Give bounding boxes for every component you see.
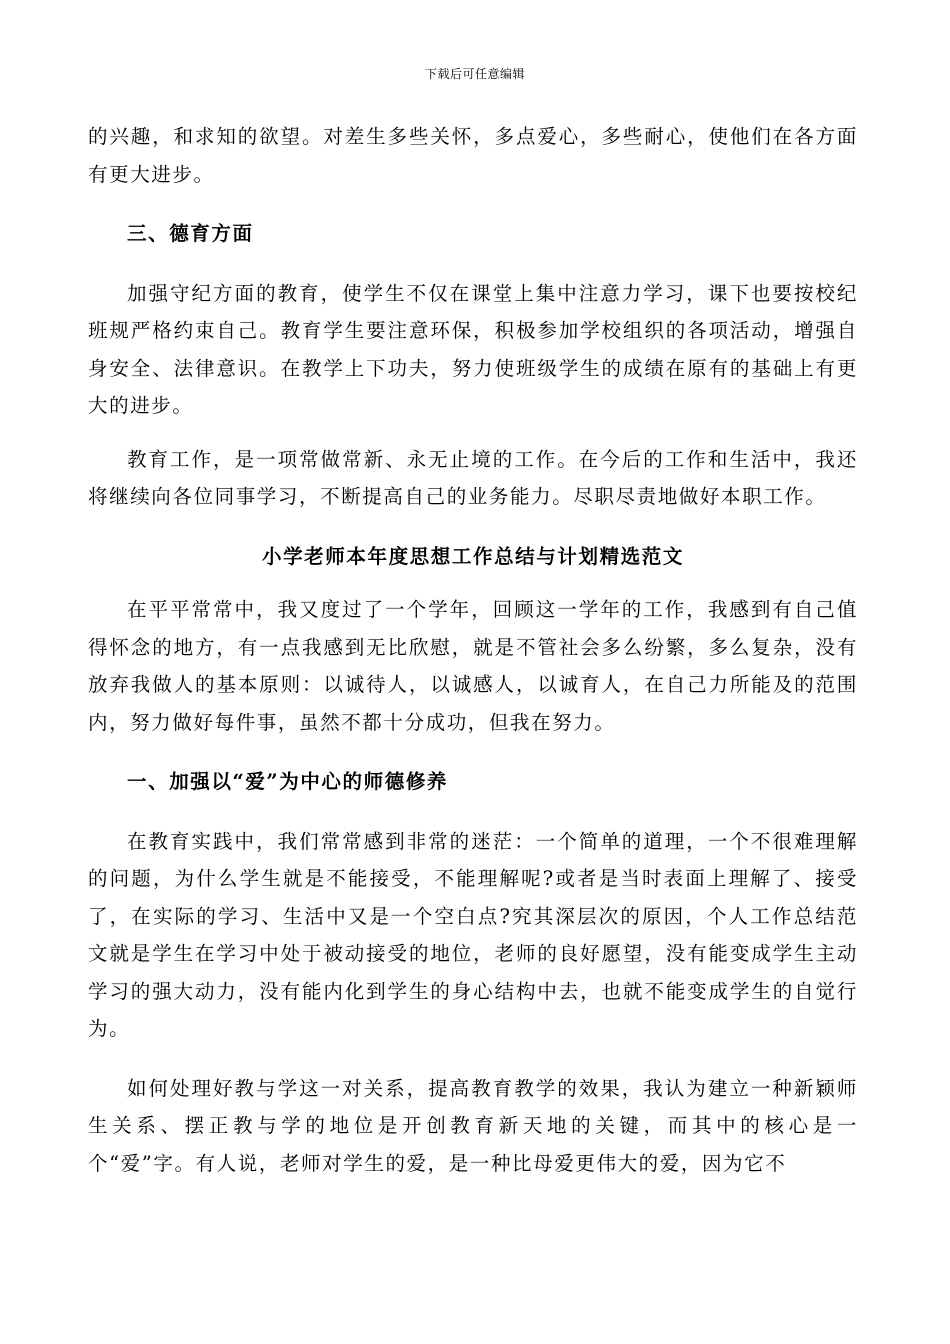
- paragraph: 在教育实践中，我们常常感到非常的迷茫：一个简单的道理，一个不很难理解的问题，为什么学生就是不能接受，不能理解呢?或者是当时表面上理解了、接受了，在实际的学习、生活中又是一个空白点?究其深层次的原因，个人工作总结范文就是学生在学习中处于被动接受的地位，老师的良好愿望，没有能变成学生主动学习的强大动力，没有能内化到学生的身心结构中去，也就不能变成学生的自觉行为。: [88, 829, 858, 1040]
- paragraph-continuation: 的兴趣，和求知的欲望。对差生多些关怀，多点爱心，多些耐心，使他们在各方面有更大进步。: [88, 125, 858, 186]
- paragraph: 教育工作，是一项常做常新、永无止境的工作。在今后的工作和生活中，我还将继续向各位同事学习，不断提高自己的业务能力。尽职尽责地做好本职工作。: [88, 447, 858, 508]
- paragraph: 加强守纪方面的教育，使学生不仅在课堂上集中注意力学习，课下也要按校纪班规严格约束自己。教育学生要注意环保，积极参加学校组织的各项活动，增强自身安全、法律意识。在教学上下功夫，努力使班级学生的成绩在原有的基础上有更大的进步。: [88, 281, 858, 417]
- paragraph: 如何处理好教与学这一对关系，提高教育教学的效果，我认为建立一种新颖师生关系、摆正教与学的地位是开创教育新天地的关键，而其中的核心是一个“爱”字。有人说，老师对学生的爱，是一种比母爱更伟大的爱，因为它不: [88, 1076, 858, 1175]
- section-heading-ethics: 一、加强以“爱”为中心的师德修养: [127, 770, 449, 793]
- article-title: 小学老师本年度思想工作总结与计划精选范文: [261, 544, 684, 568]
- page-header: 下载后可任意编辑: [424, 67, 525, 81]
- paragraph: 在平平常常中，我又度过了一个学年，回顾这一学年的工作，我感到有自己值得怀念的地方，有一点我感到无比欣慰，就是不管社会多么纷繁，多么复杂，没有放弃我做人的基本原则：以诚待人，以诚感人，以诚育人，在自己力所能及的范围内，努力做好每件事，虽然不都十分成功，但我在努力。: [88, 598, 858, 734]
- section-heading-moral-education: 三、德育方面: [127, 222, 254, 245]
- document-body: [88, 118, 858, 1182]
